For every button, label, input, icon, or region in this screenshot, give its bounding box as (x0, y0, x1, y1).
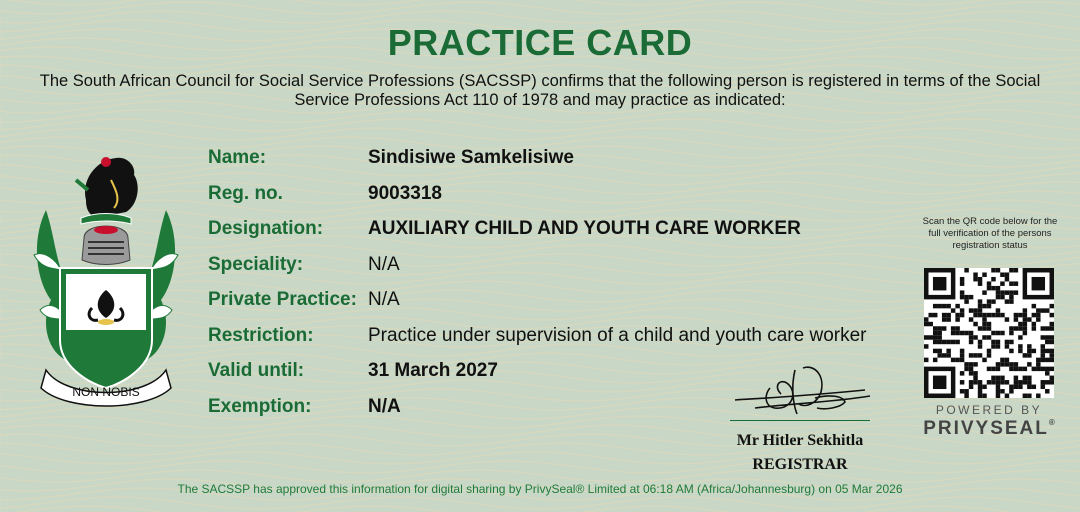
registrar-name: Mr Hitler Sekhitla (736, 432, 864, 449)
field-label: Name: (208, 147, 267, 168)
field-label: Speciality: (208, 254, 304, 275)
field-value: N/A (368, 254, 400, 275)
field-value: 9003318 (368, 183, 442, 204)
footer-approval-text: The SACSSP has approved this information for digital sharing by PrivySeal® Limited at 06:18 AM (Africa/Johannesburg) on 05 Mar 2026 (177, 482, 903, 496)
brand-name: PRIVYSEAL (923, 418, 1049, 439)
crest-motto: NON NOBIS (72, 385, 140, 399)
field-label: Exemption: (208, 396, 312, 417)
field-value: AUXILIARY CHILD AND YOUTH CARE WORKER (368, 218, 801, 239)
intro-text: The South African Council for Social Service Professions (SACSSP) confirms that the following person is registered in terms of the Social Service Professions Act 110 of 1978 and may practice as indicated: (39, 72, 1041, 109)
field-label: Reg. no. (208, 183, 283, 204)
field-value: 31 March 2027 (368, 360, 498, 381)
field-label: Valid until: (208, 360, 305, 381)
field-label: Restriction: (208, 325, 314, 346)
field-label: Designation: (208, 218, 324, 239)
signature-line (730, 420, 870, 421)
sacssp-crest-icon (26, 150, 186, 410)
field-value: Sindisiwe Samkelisiwe (368, 147, 574, 168)
field-value: Practice under supervision of a child and youth care worker (368, 325, 867, 346)
page-title: PRACTICE CARD (387, 22, 693, 63)
brand-mark: ® (1048, 418, 1055, 427)
qr-instruction: Scan the QR code below for the full verification of the persons registration status (922, 216, 1058, 251)
registrar-title: REGISTRAR (752, 456, 848, 473)
field-value: N/A (368, 396, 401, 417)
privyseal-logo (918, 418, 1060, 440)
field-label: Private Practice: (208, 289, 357, 310)
registrar-signature (725, 358, 875, 428)
qr-code-icon[interactable] (924, 268, 1054, 398)
field-value: N/A (368, 289, 400, 310)
powered-by-label: POWERED BY (935, 403, 1043, 417)
